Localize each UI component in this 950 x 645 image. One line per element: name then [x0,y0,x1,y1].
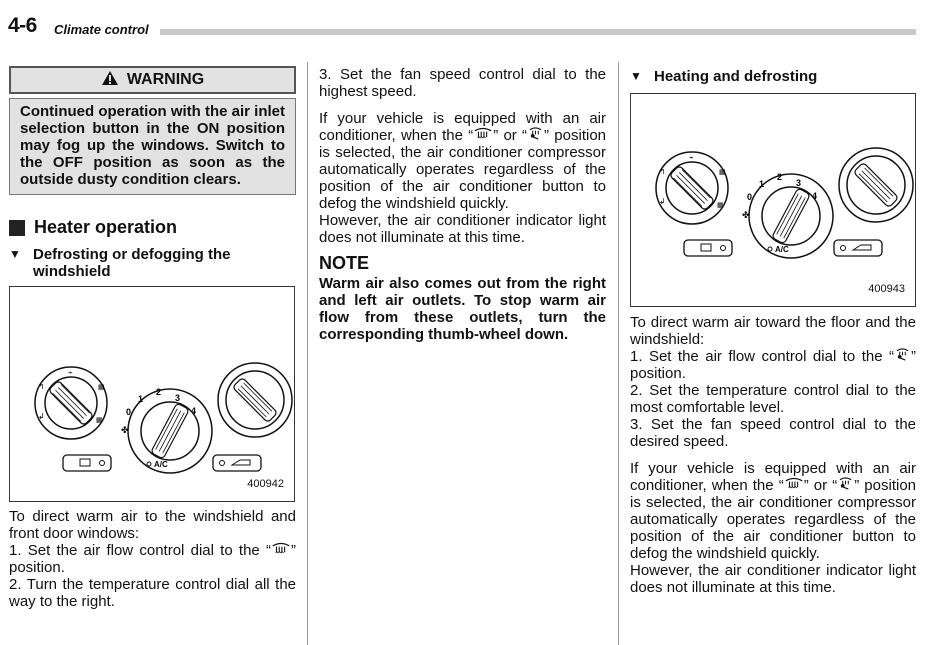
heating-subheading [630,68,916,85]
defrost-intro: To direct warm air to the windshield and front door windows: [9,508,296,542]
defrost-subheading-text: Defrosting or defogging the windshield [33,246,231,280]
section-square-icon [9,220,25,236]
column-divider-left [307,62,308,645]
heating-step-2: 2. Set the temperature control dial to the most comfortable level. [630,382,916,416]
column-divider-right [618,62,619,645]
figure-number: 400942 [247,478,284,490]
defrost-icon [271,542,291,555]
climate-control-panel-diagram [10,287,294,501]
section-title: Climate control [54,22,149,37]
warning-body: Continued operation with the air inlet selection button in the ON position may fog up the windows. Switch to the OFF position as soon as the outside dusty condition clears. [9,98,296,195]
defrost-step-3: 3. Set the fan speed control dial to the highest speed. [319,66,606,100]
right-column [630,68,916,596]
warning-header [9,66,296,94]
warning-title: WARNING [126,71,205,88]
heating-intro: To direct warm air toward the floor and the windshield: [630,314,916,348]
heating-step-3: 3. Set the fan speed control dial to the desired speed. [630,416,916,450]
floor-defrost-icon [837,477,854,490]
defrost-subheading [9,246,296,280]
heating-ac-paragraph: If your vehicle is equipped with an air conditioner, when the “ ” or “ ” position is selected, the air conditioner compressor automatically operates regardless of the position of the air conditioner button to defog the windshield quickly. [630,460,917,562]
page-number: 4-6 [8,14,37,37]
note-title: NOTE [319,253,370,273]
heating-step-1: 1. Set the air flow control dial to the “ ” position. [630,348,916,382]
heating-indicator-paragraph: However, the air conditioner indicator light does not illuminate at this time. [630,562,916,596]
defrost-icon [473,127,493,140]
defrost-step-1: 1. Set the air flow control dial to the “ ” position. [9,542,296,576]
climate-control-panel-diagram [631,94,915,306]
defrost-icon [784,477,804,490]
triangle-bullet-icon: ▼ [630,69,642,83]
heating-subheading-text: Heating and defrosting [654,68,818,85]
triangle-bullet-icon: ▼ [9,247,21,261]
header-rule [160,29,916,35]
defrost-step-2: 2. Turn the temperature control dial all the way to the right. [9,576,296,610]
figure-400942 [9,286,295,502]
floor-defrost-icon [527,127,544,140]
figure-number: 400943 [868,283,905,295]
heater-operation-heading [9,219,296,236]
defrost-indicator-paragraph: However, the air conditioner indicator light does not illuminate at this time. [319,212,606,246]
defrost-ac-paragraph: If your vehicle is equipped with an air conditioner, when the “ ” or “ ” position is selected, the air conditioner compressor automatically operates regardless of the position of the air conditioner button to defog the windshield quickly. [319,110,606,212]
middle-column [319,66,606,343]
heater-operation-title: Heater operation [34,217,178,237]
floor-defrost-icon [894,348,911,361]
figure-400943 [630,93,916,307]
note-body: Warm air also comes out from the right and left air outlets. To stop warm air flow from these outlets, turn the corresponding thumb-wheel down. [319,275,606,343]
warning-triangle-icon [101,70,119,86]
left-column [9,66,296,610]
